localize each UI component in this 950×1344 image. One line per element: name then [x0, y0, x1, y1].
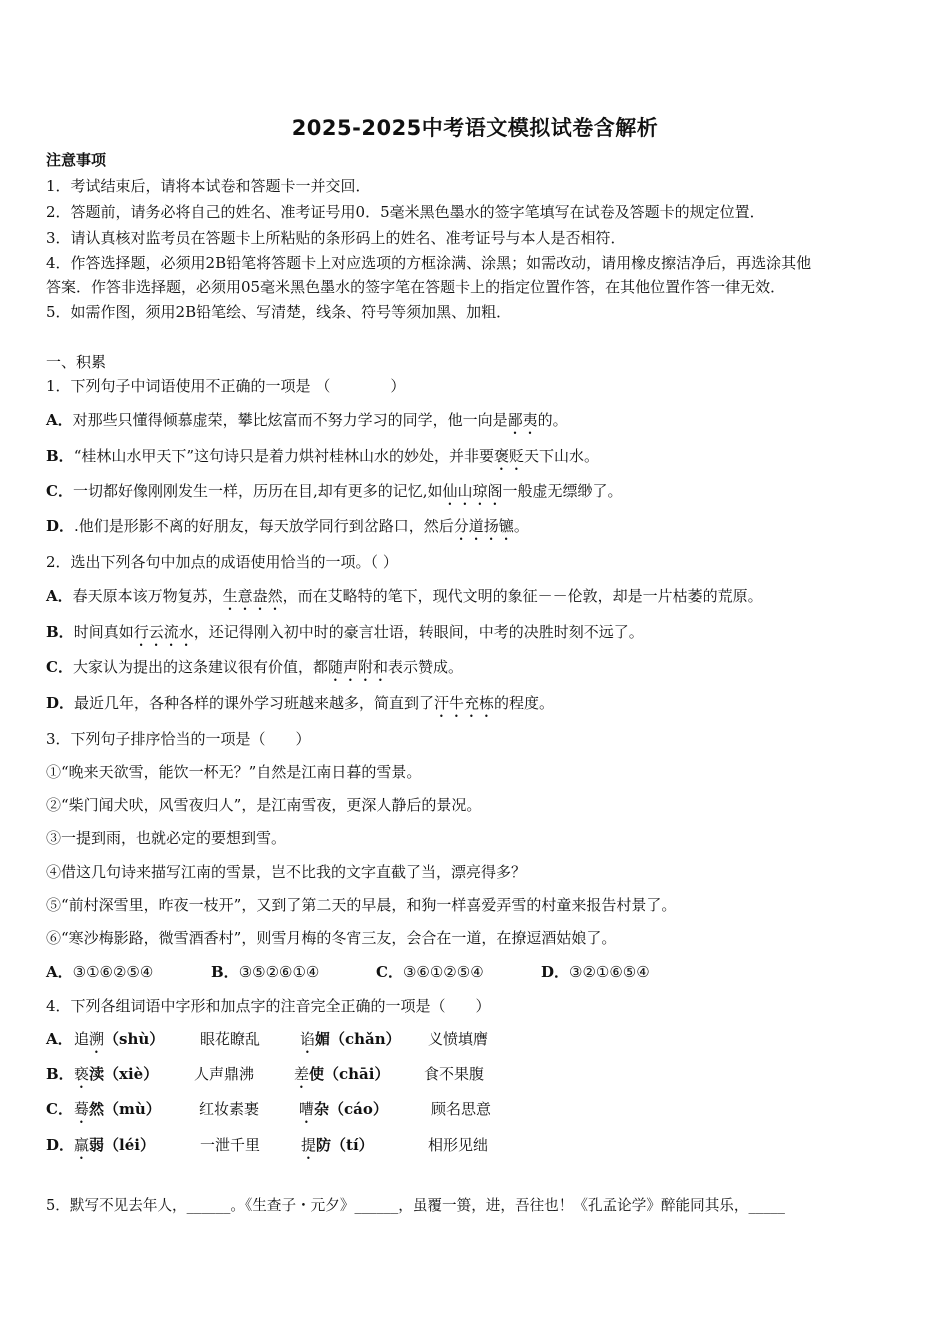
question-4-option-d	[46, 1135, 488, 1163]
sentence-item: ①“晚来天欲雪，能饮一杯无？”自然是江南日暮的雪景。	[46, 763, 422, 781]
question-1-stem: 1．下列句子中词语使用不正确的一项是 （ ）	[46, 377, 406, 395]
dotted-word: 汗牛充栋	[434, 694, 495, 712]
option-label: A．	[46, 587, 73, 605]
sentence-item: ⑥“寒沙梅影路，微雪酒香村”，则雪月梅的冬宵三友，会合在一道，在撩逗酒姑娘了。	[46, 929, 617, 947]
dotted-word: 褒贬	[494, 447, 525, 465]
question-3-options	[46, 962, 650, 982]
word-4: 顾名思意	[431, 1100, 492, 1118]
word-pinyin: 然（mù）	[89, 1100, 161, 1118]
option-label: A．	[46, 963, 73, 981]
word-3	[299, 1099, 431, 1127]
option-text: ③①⑥②⑤④	[72, 963, 154, 981]
question-4-option-a	[46, 1029, 488, 1057]
word-pinyin: （shù）	[104, 1030, 165, 1048]
question-2-option-d	[46, 693, 554, 721]
notice-item: 1．考试结束后，请将本试卷和答题卡一并交回．	[46, 177, 371, 195]
option-text: ③⑤②⑥①④	[238, 963, 320, 981]
word-2: 红妆素裹	[199, 1100, 260, 1118]
option-label: D．	[46, 694, 75, 712]
option-text: 表示赞成。	[387, 658, 463, 676]
word-1	[74, 1029, 200, 1057]
word-3	[300, 1029, 428, 1057]
dotted-word: 行云流水	[133, 623, 194, 641]
option-label: D．	[541, 963, 570, 981]
option-text: 一切都好像刚刚发生一样，历历在目,却有更多的记忆,如	[72, 482, 443, 500]
question-4-stem: 4．下列各组词语中字形和加点字的注音完全正确的一项是（ ）	[46, 997, 491, 1015]
option-label: C．	[46, 482, 73, 500]
option-a	[46, 962, 211, 982]
option-text: 对那些只懂得倾慕虚荣，攀比炫富而不努力学习的同学，他一向是	[72, 411, 508, 429]
word-1	[74, 1099, 199, 1127]
option-label: C．	[46, 658, 73, 676]
dotted-word: 鄙夷	[507, 411, 538, 429]
option-label: A．	[46, 411, 73, 429]
word-1	[74, 1064, 194, 1092]
question-1-option-c	[46, 481, 623, 509]
question-2-option-a	[46, 586, 763, 614]
word-2: 人声鼎沸	[194, 1065, 255, 1083]
question-1-option-d	[46, 516, 529, 544]
question-5-stem: 5．默写不见去年人，______。《生查子・元夕》______，虽覆一篑，进，吾往也！《孔孟论学》醉能同其乐，_____	[46, 1197, 785, 1214]
notice-item: 答案．作答非选择题，必须用05毫米黑色墨水的签字笔在答题卡上的指定位置作答，在其他位置作答一律无效．	[46, 278, 786, 296]
option-b	[211, 962, 376, 982]
option-label: B．	[46, 623, 74, 641]
option-label: B．	[211, 963, 239, 981]
question-2-option-b	[46, 622, 644, 650]
word-4: 食不果腹	[424, 1065, 485, 1083]
notice-item: 5．如需作图，须用2B铅笔绘、写清楚，线条、符号等须加黑、加粗．	[46, 303, 512, 321]
word-2: 眼花瞭乱	[200, 1030, 261, 1048]
page-title: 2025-2025中考语文模拟试卷含解析	[291, 116, 659, 140]
dotted-word: 生意盎然	[222, 587, 283, 605]
option-text: .他们是形影不离的好朋友，每天放学同行到岔路口，然后	[74, 517, 454, 535]
word-3	[301, 1135, 428, 1163]
notice-heading: 注意事项	[46, 151, 107, 169]
word-pinyin: 杂（cáo）	[314, 1100, 388, 1118]
dotted-char: 羸	[74, 1136, 90, 1154]
question-1-option-b	[46, 446, 599, 474]
option-text: ③⑥①②⑤④	[402, 963, 484, 981]
dotted-char: 嘈	[299, 1100, 315, 1118]
sentence-item: ⑤“前村深雪里，昨夜一枝开”，又到了第二天的早晨，和狗一样喜爱弄雪的村童来报告村景了。	[46, 896, 677, 914]
notice-item: 4．作答选择题，必须用2B铅笔将答题卡上对应选项的方框涂满、涂黑；如需改动，请用橡皮擦洁净后，再选涂其他	[46, 254, 812, 272]
option-d	[541, 962, 650, 982]
sentence-item: ②“柴门闻犬吠，风雪夜归人”，是江南雪夜，更深人静后的景况。	[46, 796, 482, 814]
sentence-item: ④借这几句诗来描写江南的雪景，岂不比我的文字直截了当，漂亮得多？	[46, 863, 527, 881]
option-label: B．	[46, 447, 74, 465]
notice-item: 2．答题前，请务必将自己的姓名、准考证号用0．5毫米黑色墨水的签字笔填写在试卷及答题卡的规定位置．	[46, 203, 765, 221]
option-text: 最近几年，各种各样的课外学习班越来越多，简直到了	[74, 694, 435, 712]
word-pinyin: 渎（xiè）	[89, 1065, 159, 1083]
dotted-char: 提	[301, 1136, 317, 1154]
word-4: 相形见绌	[428, 1136, 489, 1154]
option-text: 大家认为提出的这条建议很有价值，都	[72, 658, 328, 676]
option-text: 天下山水。	[524, 447, 600, 465]
question-2-stem: 2．选出下列各句中加点的成语使用恰当的一项。（ ）	[46, 553, 398, 571]
dotted-char: 蓦	[74, 1100, 90, 1118]
option-text: 。	[513, 517, 529, 535]
dotted-word: 仙山琼阁	[442, 482, 503, 500]
word-text: 追	[74, 1030, 90, 1048]
option-text: 春天原本该万物复苏，	[72, 587, 223, 605]
word-pinyin: 弱（léi）	[89, 1136, 155, 1154]
dotted-char: 差	[294, 1065, 310, 1083]
word-2: 一泄千里	[200, 1136, 261, 1154]
dotted-char: 谄	[300, 1030, 316, 1048]
question-2-option-c	[46, 657, 463, 685]
question-1-option-a	[46, 410, 568, 438]
option-text: “桂林山水甲天下”这句诗只是着力烘衬桂林山水的妙处，并非要	[73, 447, 495, 465]
option-c	[376, 962, 541, 982]
option-text: ③②①⑥⑤④	[569, 963, 650, 981]
section-heading: 一、积累	[46, 353, 107, 371]
option-label: B．	[46, 1065, 74, 1083]
word-pinyin: 媚（chǎn）	[315, 1030, 401, 1048]
word-3	[294, 1064, 424, 1092]
sentence-item: ③一提到雨，也就必定的要想到雪。	[46, 829, 287, 847]
word-pinyin: 使（chāi）	[309, 1065, 390, 1083]
notice-item: 3．请认真核对监考员在答题卡上所粘贴的条形码上的姓名、准考证号与本人是否相符．	[46, 229, 626, 247]
option-label: A．	[46, 1030, 73, 1048]
option-label: C．	[46, 1100, 73, 1118]
word-pinyin: 防（tí）	[316, 1136, 374, 1154]
option-text: 时间真如	[73, 623, 134, 641]
question-4-option-b	[46, 1064, 484, 1092]
dotted-char: 溯	[89, 1030, 105, 1048]
option-text: 一般虚无缥缈了。	[502, 482, 623, 500]
option-text: ，而在艾略特的笔下，现代文明的象征－－伦敦，却是一片枯萎的荒原。	[282, 587, 763, 605]
option-label: C．	[376, 963, 403, 981]
dotted-char: 亵	[74, 1065, 90, 1083]
option-label: D．	[46, 1136, 75, 1154]
question-3-stem: 3．下列句子排序恰当的一项是（ ）	[46, 730, 311, 748]
word-4: 义愤填膺	[428, 1030, 489, 1048]
option-text: ，还记得刚入初中时的豪言壮语，转眼间，中考的决胜时刻不远了。	[193, 623, 644, 641]
word-1	[74, 1135, 200, 1163]
option-label: D．	[46, 517, 75, 535]
dotted-word: 随声附和	[327, 658, 388, 676]
dotted-word: 分道扬镳	[453, 517, 514, 535]
option-text: 的程度。	[494, 694, 555, 712]
option-text: 的。	[537, 411, 568, 429]
question-4-option-c	[46, 1099, 491, 1127]
